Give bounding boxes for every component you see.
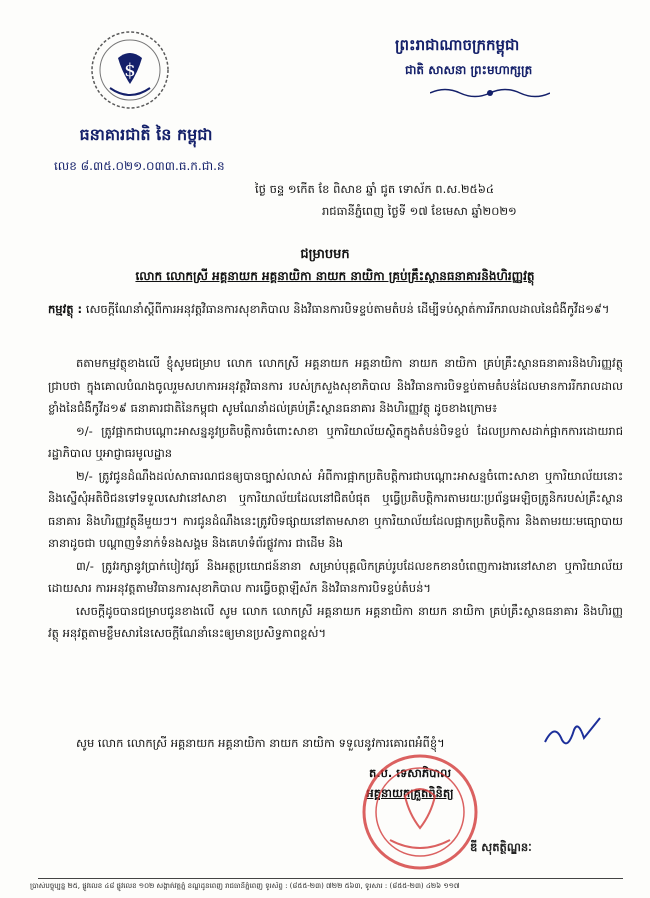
ornament-divider-icon bbox=[430, 86, 550, 100]
signature-position: អគ្គនាយកគ្រួតពិនិត្យ bbox=[366, 786, 454, 800]
national-bank-emblem-icon bbox=[88, 28, 172, 112]
bank-name: ធនាគារជាតិ នៃ កម្ពុជា bbox=[79, 125, 213, 144]
body-conclusion: សេចក្ដីដូចបានជម្រាបជូនខាងលើ សូម លោក លោកស្រី អគ្គនាយក អគ្គនាយិកា នាយក នាយិកា គ្រប់គ្រឹះស្ថានធនាគារ និងហិរញ្ញវត្ថុ អនុវត្តតាមខ្លឹមសារនៃសេចក្ដីណែនាំនេះឲ្យមានប្រសិទ្ធភាពខ្ពស់។ bbox=[48, 603, 623, 640]
subject-block bbox=[48, 298, 623, 321]
body-intro: តតាមកម្មវត្ថុខាងលើ ខ្ញុំសូមជម្រាប លោក លោកស្រី អគ្គនាយក អគ្គនាយិកា នាយក នាយិកា គ្រប់គ្រឹះស្ថានធនាគារនិងហិរញ្ញវត្ថុ ជ្រាបថា ក្នុងគោលបំណងចូលរួមសហការអនុវត្តវិធានការ របស់ក្រសួងសុខាភិបាល និងវិធានការបិទខ្ទប់តាមតំបន់ដែលមានការរីករាលដាលខ្លាំងនៃជំងឺកូវីដ១៩ ធនាគារជាតិនៃកម្ពុជា សូមណែនាំដល់គ្រប់គ្រឹះស្ថានធនាគារ និងហិរញ្ញវត្ថុ ដូចខាងក្រោម៖ bbox=[48, 356, 623, 415]
body-item-3: ៣/- ត្រូវរក្សានូវប្រាក់បៀវត្សរ៍ និងអត្ថប្រយោជន៍នានា សម្រាប់បុគ្គលិកគ្រប់រូបដែលខកខានបំពេញការងារនៅសាខា ឬការិយាល័យ ដោយសារ ការអនុវត្តតាមវិធានការសុខាភិបាល ការធ្វើចត្តាឡីស័ក និងវិធានការបិទខ្ទប់តំបន់។ bbox=[48, 558, 623, 595]
subject-text: សេចក្ដីណែនាំស្ដីពីការអនុវត្តវិធានការសុខាភិបាល និងវិធានការបិទខ្ទប់តាមតំបន់ ដើម្បីទប់ស្កាត់ការរីករាលដាលនៃជំងឺកូវីដ១៩។ bbox=[85, 302, 610, 316]
letter-body bbox=[48, 352, 623, 645]
greeting-heading: ជម្រាបមក bbox=[300, 247, 350, 262]
subject-label: កម្មវត្ថុ : bbox=[48, 302, 83, 316]
closing-line: សូម លោក លោកស្រី អគ្គនាយក អគ្គនាយិកា នាយក នាយិកា ទទួលនូវការគោរពអំពីខ្ញុំ។ bbox=[76, 736, 445, 750]
reference-number: លេខ ៨.៣៥.០២១.០៣៣.ធ.ក.ជា.ន bbox=[54, 159, 225, 173]
recipients-line: លោក លោកស្រី អគ្គនាយក អគ្គនាយិកា នាយក នាយិកា គ្រប់គ្រឹះស្ថានធនាគារនិងហិរញ្ញវត្ថុ bbox=[135, 269, 535, 283]
signer-name: ឌី សុតត្ថិណ្ឌនៈ bbox=[470, 840, 532, 854]
body-item-1: ១/- ត្រូវផ្អាកជាបណ្ដោះអាសន្ននូវប្រតិបត្តិការចំពោះសាខា ឬការិយាល័យស្ថិតក្នុងតំបន់បិទខ្ទប់ ដែលប្រកាសដាក់ផ្អាកការដោយរាជរដ្ឋាភិបាល ឬអាជ្ញាធរមូលដ្ឋាន bbox=[48, 423, 623, 460]
svg-text:$: $ bbox=[124, 60, 136, 81]
handwritten-signature-icon bbox=[540, 712, 610, 752]
national-motto: ជាតិ សាសនា ព្រះមហាក្សត្រ bbox=[405, 63, 533, 77]
footer-address: ប្រាស់បច្ចុប្បន្ន ២៥, ផ្លូវលេខ ៤៨ ផ្លូវលេខ ១០២ សង្កាត់វត្តភ្នំ ខណ្ឌដូនពេញ រាជធានីភ្នំពេញ ទូរស័ព្ទ : (៨៥៥-២៣) ៧២២ ៥៦៣, ទូរសារ : (៨៥៥-២៣) ៤២៦ ១១៧ bbox=[30, 882, 460, 890]
solar-date: រាជធានីភ្នំពេញ ថ្ងៃទី ១៧ ខែមេសា ឆ្នាំ២០២១ bbox=[322, 204, 517, 218]
lunar-date: ថ្ងៃ ចន្ទ ១កើត ខែ ពិសាខ ឆ្នាំ ជូត ទោស័ក ព.ស.២៥៦៤ bbox=[255, 182, 494, 196]
footer-divider bbox=[38, 878, 623, 879]
body-item-2: ២/- ត្រូវជូនដំណឹងដល់សាធារណជនឲ្យបានច្បាស់លាស់ អំពីការផ្អាកប្រតិបត្តិការជាបណ្ដោះអាសន្នចំពោះសាខា ឬការិយាល័យនោះ និងស្នើសុំអតិថិជនទៅទទួលសេវានៅសាខា ឬការិយាល័យដែលនៅជិតបំផុត ឬធ្វើប្រតិបត្តិការតាមរយៈប្រព័ន្ធអេឡិចត្រូនិករបស់គ្រឹះស្ថានធនាគារ និងហិរញ្ញវត្ថុនីមួយៗ។ ការជូនដំណឹងនេះត្រូវបិទផ្សាយនៅតាមសាខា ឬការិយាល័យដែលផ្អាកប្រតិបត្តិការ និងតាមរយៈមធ្យោបាយនានាដូចជា បណ្ដាញទំនាក់ទំនងសង្គម និងគេហទំព័រផ្លូវការ ជាដើម និង bbox=[48, 468, 623, 550]
red-official-seal-icon bbox=[355, 752, 485, 872]
kingdom-title: ព្រះរាជាណាចក្រកម្ពុជា bbox=[395, 36, 520, 54]
signature-title: ត.ប. ទេសាភិបាល bbox=[368, 766, 452, 780]
